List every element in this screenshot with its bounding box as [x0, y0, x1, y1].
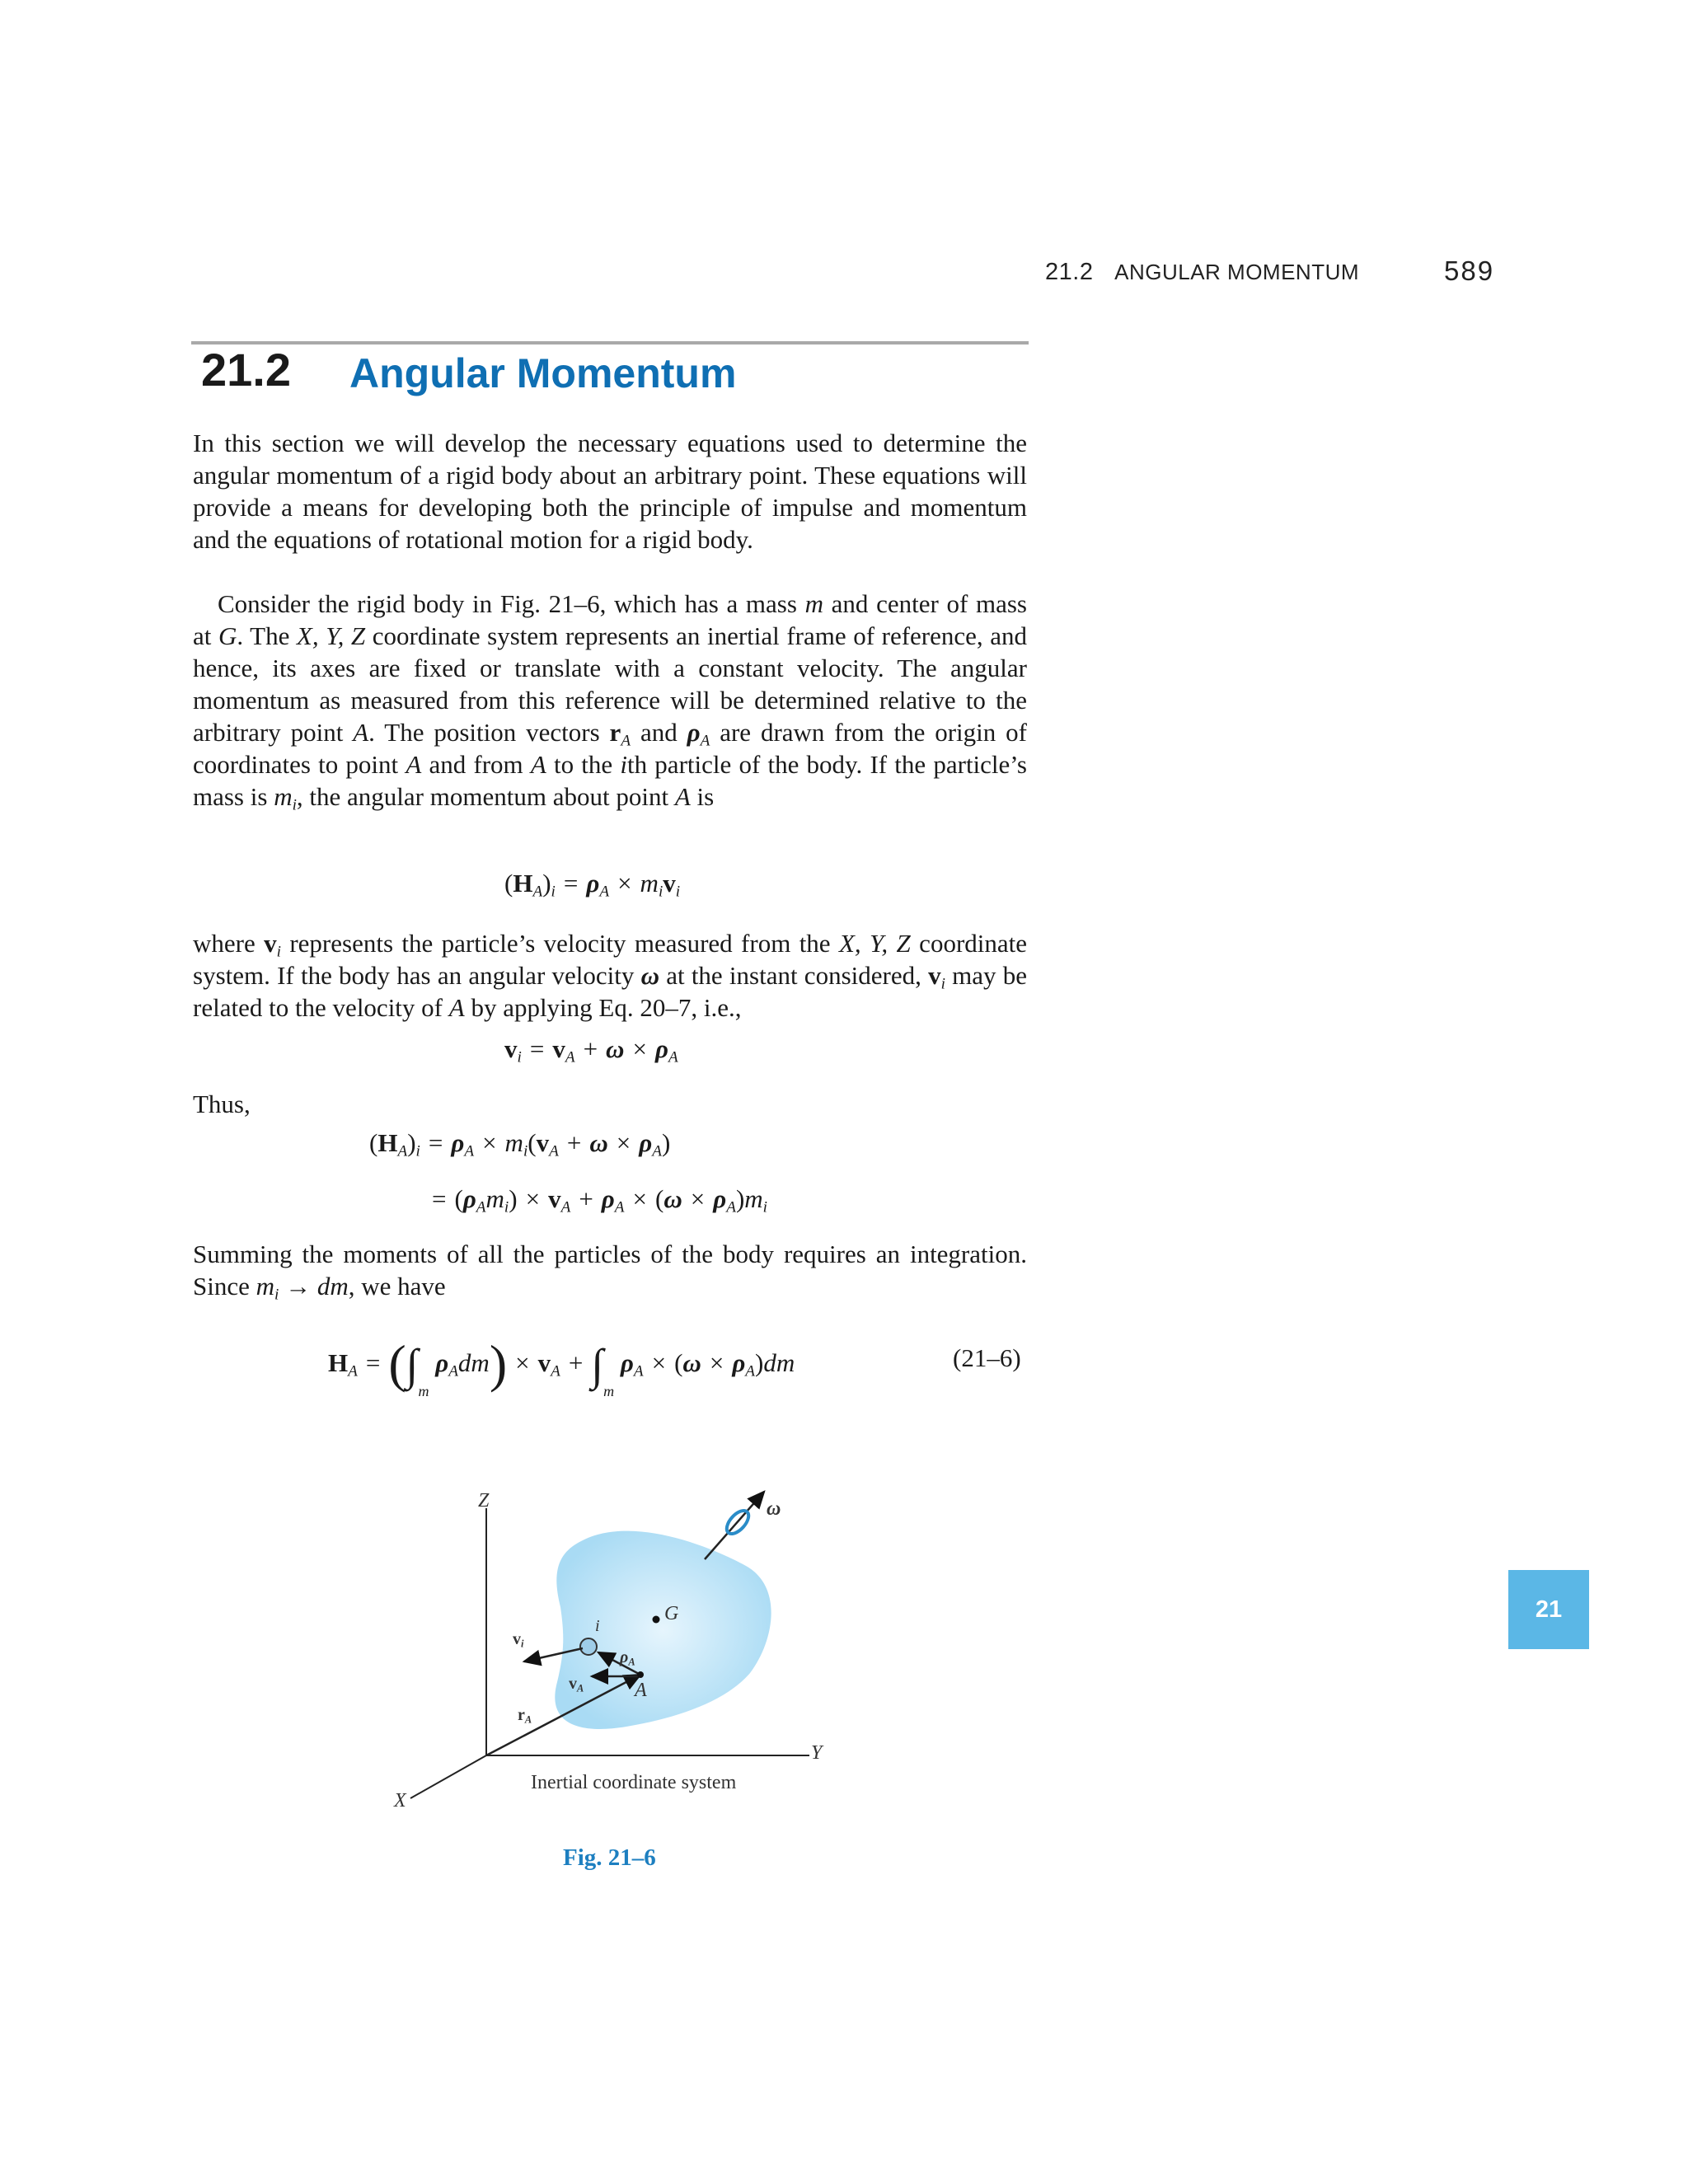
equation-particle-momentum: $(H_A)_i = \rho_A \times m_iv_i$ — [504, 869, 681, 901]
center-of-mass-g — [653, 1616, 660, 1624]
label-i: i — [595, 1617, 600, 1635]
section-number: 21.2 — [201, 344, 291, 396]
point-a — [637, 1671, 644, 1678]
running-header — [1045, 259, 1359, 286]
label-a: A — [635, 1680, 647, 1701]
label-omega: ω — [767, 1498, 781, 1520]
equation-number: (21–6) — [953, 1343, 1021, 1372]
paragraph-rigid-body: Consider the rigid body in Fig. 21–6, which has a mass m and center of mass at G. The X, Y, Z coordinate system represents an inertial frame of reference, and hence, its axes are fixed or translate with a constant velocity. The angular momentum as measured from this reference will be determined relative to the arbitrary point A. The position vectors $r_A$ and $\rho_A$ are drawn from the origin of coordinates to point A and from A to the ith particle of the body. If the particle’s mass is $m_i$, the angular momentum about point A is — [193, 589, 1028, 814]
rigid-body-shape — [555, 1531, 771, 1729]
text-thus: Thus, — [193, 1090, 251, 1118]
header-section-ref: 21.2 — [1045, 259, 1094, 285]
figure-21-6 — [379, 1483, 890, 1830]
chapter-tab: 21 — [1508, 1570, 1589, 1649]
title-rule — [191, 341, 1029, 344]
particle-i — [580, 1638, 597, 1655]
label-inertial-system: Inertial coordinate system — [531, 1772, 737, 1793]
x-axis — [410, 1755, 486, 1798]
equation-substituted-line2: = $(\rho_Am_i) \times v_A + \rho_A \times (\omega \times \rho_A)m_i$ — [432, 1184, 768, 1216]
section-title: Angular Momentum — [349, 350, 737, 396]
paragraph-integration: Summing the moments of all the particles of the body requires an integration. Since $m_i$ → dm, we have — [193, 1240, 1027, 1304]
label-v-i: $v_i$ — [513, 1630, 524, 1650]
label-y-axis: Y — [811, 1742, 823, 1764]
label-v-a: $v_A$ — [569, 1675, 584, 1694]
label-g: G — [664, 1603, 679, 1624]
equation-substituted-line1: $(H_A)_i = \rho_A \times m_i(v_A + \omega \times \rho_A)$ — [369, 1128, 671, 1160]
equation-velocity-relation: $v_i = v_A + \omega \times \rho_A$ — [504, 1034, 678, 1066]
equation-21-6: $H_A = (\int_m$ $\rho_Adm) \times v_A + \int_m$ $\rho_A \times (\omega \times \rho_A)dm$ — [328, 1334, 795, 1399]
paragraph-intro: In this section we will develop the necessary equations used to determine the angular momentum of a rigid body about an arbitrary point. These equations will provide a means for developing both the principle of impulse and momentum and the equations of rotational motion for a rigid body. — [193, 429, 1027, 554]
label-z-axis: Z — [478, 1490, 490, 1511]
label-x-axis: X — [394, 1790, 406, 1811]
page-number: 589 — [1444, 255, 1495, 286]
label-r-a: $r_A$ — [518, 1706, 532, 1726]
omega-vector — [705, 1492, 764, 1559]
label-rho-a: $\rho_A$ — [620, 1648, 635, 1668]
header-section-name: ANGULAR MOMENTUM — [1114, 260, 1360, 284]
paragraph-velocity: where $v_i$ represents the particle’s velocity measured from the X, Y, Z coordinate system. If the body has an angular velocity ω at the instant considered, $v_i$ may be related to the velocity of A by applying Eq. 20–7, i.e., — [193, 929, 1028, 1022]
figure-caption: Fig. 21–6 — [563, 1844, 656, 1871]
